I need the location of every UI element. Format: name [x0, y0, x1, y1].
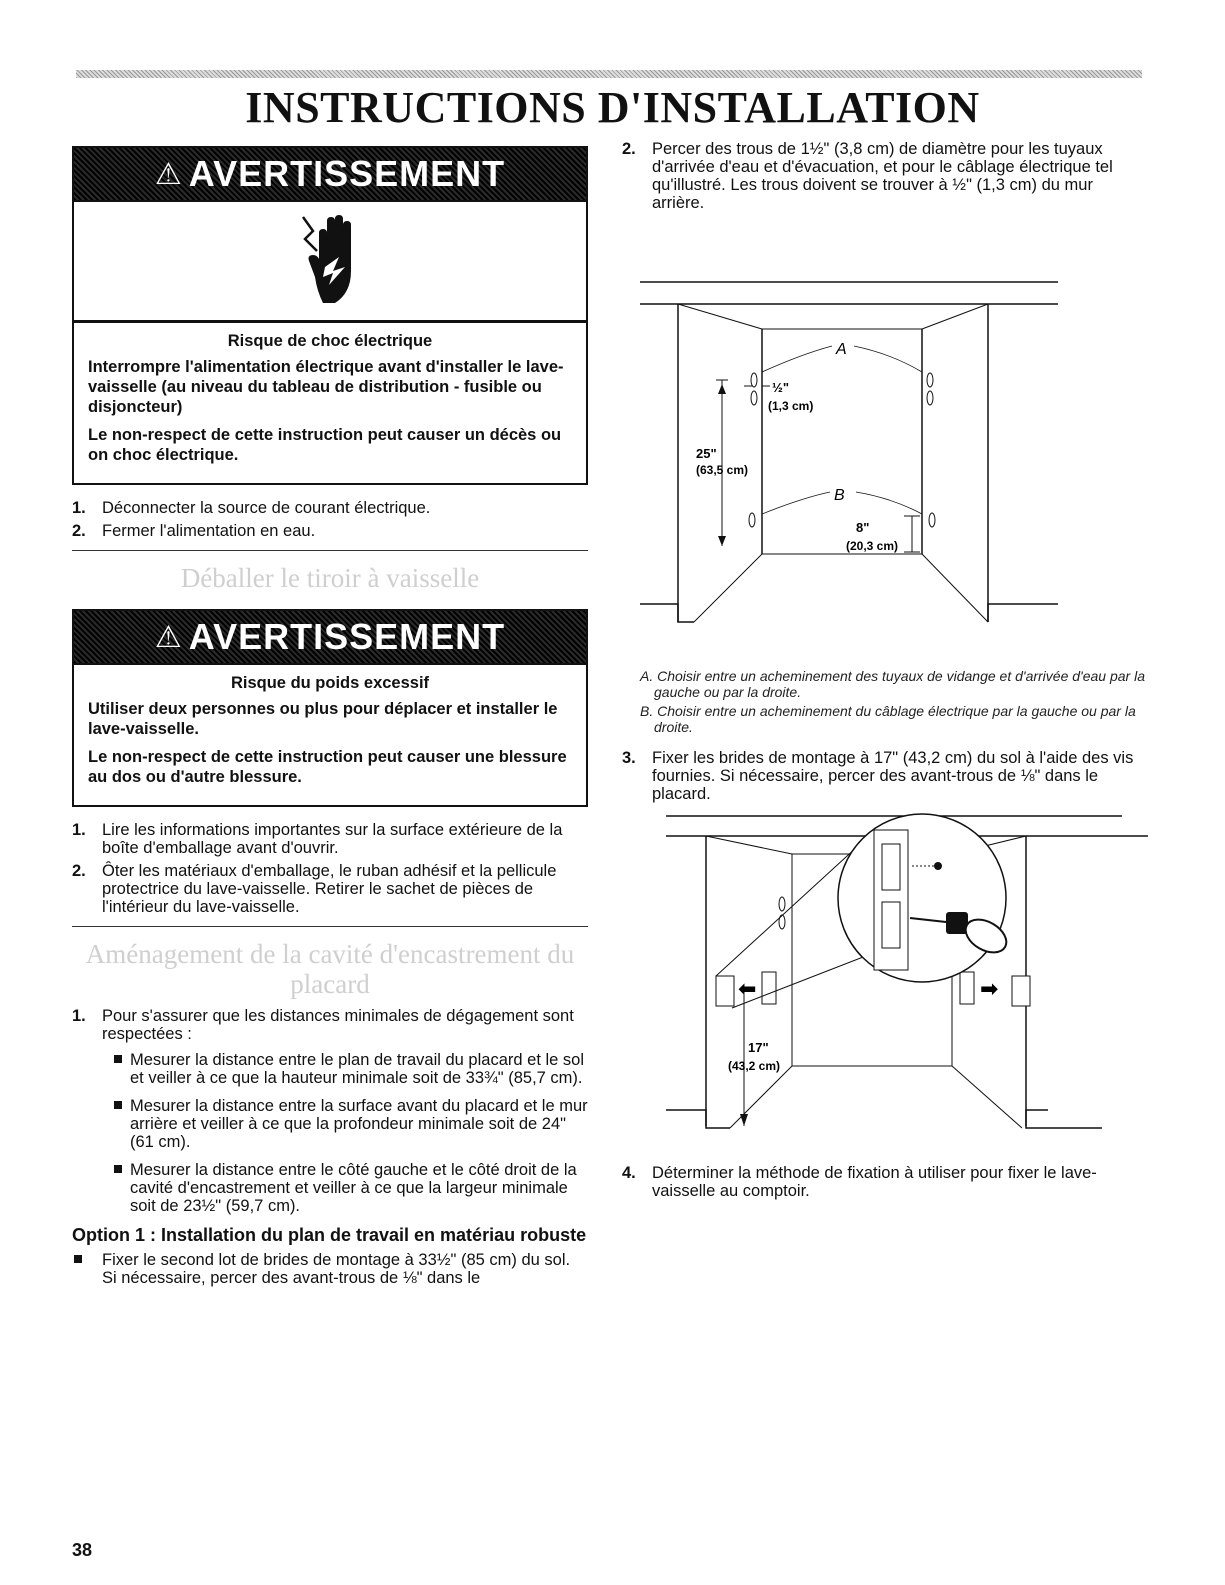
list-item: Fixer le second lot de brides de montage à 33½" (85 cm) du sol. Si nécessaire, percer des avant-trous de ⅛" dans le [72, 1251, 588, 1287]
caption-b: B. Choisir entre un acheminement du câblage électrique par la gauche ou par la droite. [640, 703, 1136, 735]
dim-8-cm: (20,3 cm) [846, 539, 899, 553]
dim-17-cm: (43,2 cm) [728, 1059, 781, 1073]
warning-consequence: Le non-respect de cette instruction peut causer une blessure au dos ou d'autre blessure. [88, 748, 567, 786]
steps-disconnect [72, 499, 588, 540]
arrow-right-icon: ➡ [980, 976, 999, 1001]
list-item: 1. Lire les informations importantes sur la surface extérieure de la boîte d'emballage avant d'ouvrir. [72, 821, 563, 857]
dim-half-inch: ½" [772, 380, 790, 395]
warning-risk: Risque de choc électrique [227, 332, 433, 350]
warning-instruction: Utiliser deux personnes ou plus pour déplacer et installer le lave-vaisselle. [88, 700, 558, 738]
diagram-hole-locations [622, 274, 1148, 654]
list-item: 4. Déterminer la méthode de fixation à utiliser pour fixer le lave-vaisselle au comptoir. [622, 1164, 1097, 1200]
warning-consequence: Le non-respect de cette instruction peut causer un décès ou on choc électrique. [88, 426, 562, 464]
dim-8-inch: 8" [856, 520, 870, 535]
step-drill-holes [622, 140, 1148, 212]
list-item: 2. Ôter les matériaux d'emballage, le ruban adhésif et la pellicule protectrice du lave-vaisselle. Retirer le sachet de pièces de l'intérieur du lave-vaisselle. [72, 862, 557, 916]
arrow-left-icon: ⬅ [738, 976, 757, 1001]
warning-body [74, 320, 586, 483]
warning-header: ⚠ AVERTISSEMENT [74, 148, 586, 200]
steps-unpack [72, 821, 588, 916]
warning-body [74, 663, 586, 805]
warning-box-electric [72, 146, 588, 485]
warning-triangle-icon: ⚠ [154, 620, 183, 654]
top-decorative-bar [76, 70, 1142, 78]
diagram-bracket-mounting [622, 808, 1148, 1158]
list-item: Mesurer la distance entre la surface avant du placard et le mur arrière et veiller à ce que la profondeur minimale soit de 24" (61 cm). [72, 1097, 588, 1151]
electric-shock-hand-icon [74, 200, 586, 320]
list-item: 1. Pour s'assurer que les distances minimales de dégagement sont respectées : [72, 1007, 574, 1043]
bullets-option1 [72, 1251, 588, 1287]
page-number: 38 [72, 1540, 93, 1560]
right-column [622, 140, 1148, 1205]
option1-heading: Option 1 : Installation du plan de travail en matériau robuste [72, 1225, 587, 1245]
warning-header: ⚠ AVERTISSEMENT [74, 611, 586, 663]
label-a: A [836, 341, 847, 358]
list-item: 2. Percer des trous de 1½" (3,8 cm) de diamètre pour les tuyaux d'arrivée d'eau et d'évacuation, et pour le câblage électrique tel qu'illustré. Les trous doivent se trouver à ½" (1,3 cm) du mur arrière. [622, 140, 1113, 212]
divider [72, 550, 588, 551]
warning-risk: Risque du poids excessif [230, 674, 430, 692]
dim-17-inch: 17" [748, 1040, 769, 1055]
section-heading-unpack: Déballer le tiroir à vaisselle [180, 563, 480, 593]
list-item: 1. Déconnecter la source de courant électrique. [72, 499, 431, 517]
step-attachment-method [622, 1164, 1148, 1200]
list-item: 3. Fixer les brides de montage à 17" (43,2 cm) du sol à l'aide des vis fournies. Si nécessaire, percer des avant-trous de ⅛" dans le placard. [622, 749, 1134, 803]
warning-triangle-icon: ⚠ [154, 157, 183, 191]
caption-a: A. Choisir entre un acheminement des tuyaux de vidange et d'arrivée d'eau par la gauche ou par la droite. [640, 668, 1145, 700]
list-item: 2. Fermer l'alimentation en eau. [72, 522, 316, 540]
list-item: Mesurer la distance entre le côté gauche et le côté droit de la cavité d'encastrement et veiller à ce que la largeur minimale soit de 23½" (59,7 cm). [72, 1161, 588, 1215]
warning-box-weight [72, 609, 588, 807]
warning-instruction: Interrompre l'alimentation électrique avant d'installer le lave-vaisselle (au niveau du tableau de distribution - fusible ou disjoncteur) [88, 358, 564, 416]
dim-25-inch: 25" [696, 446, 717, 461]
divider [72, 926, 588, 927]
bullets-clearance [72, 1051, 588, 1215]
steps-cavity [72, 1007, 588, 1043]
list-item: Mesurer la distance entre le plan de travail du placard et le sol et veiller à ce que la hauteur minimale soit de 33¾" (85,7 cm). [72, 1051, 588, 1087]
section-heading-cavity: Aménagement de la cavité d'encastrement du placard [85, 939, 575, 999]
diagram-caption [640, 668, 1148, 735]
step-mounting-brackets [622, 749, 1148, 803]
left-column [72, 146, 588, 1297]
dim-25-cm: (63,5 cm) [696, 463, 749, 477]
page-title: INSTRUCTIONS D'INSTALLATION [245, 83, 980, 132]
label-b: B [834, 487, 845, 504]
dim-half-cm: (1,3 cm) [768, 399, 814, 413]
